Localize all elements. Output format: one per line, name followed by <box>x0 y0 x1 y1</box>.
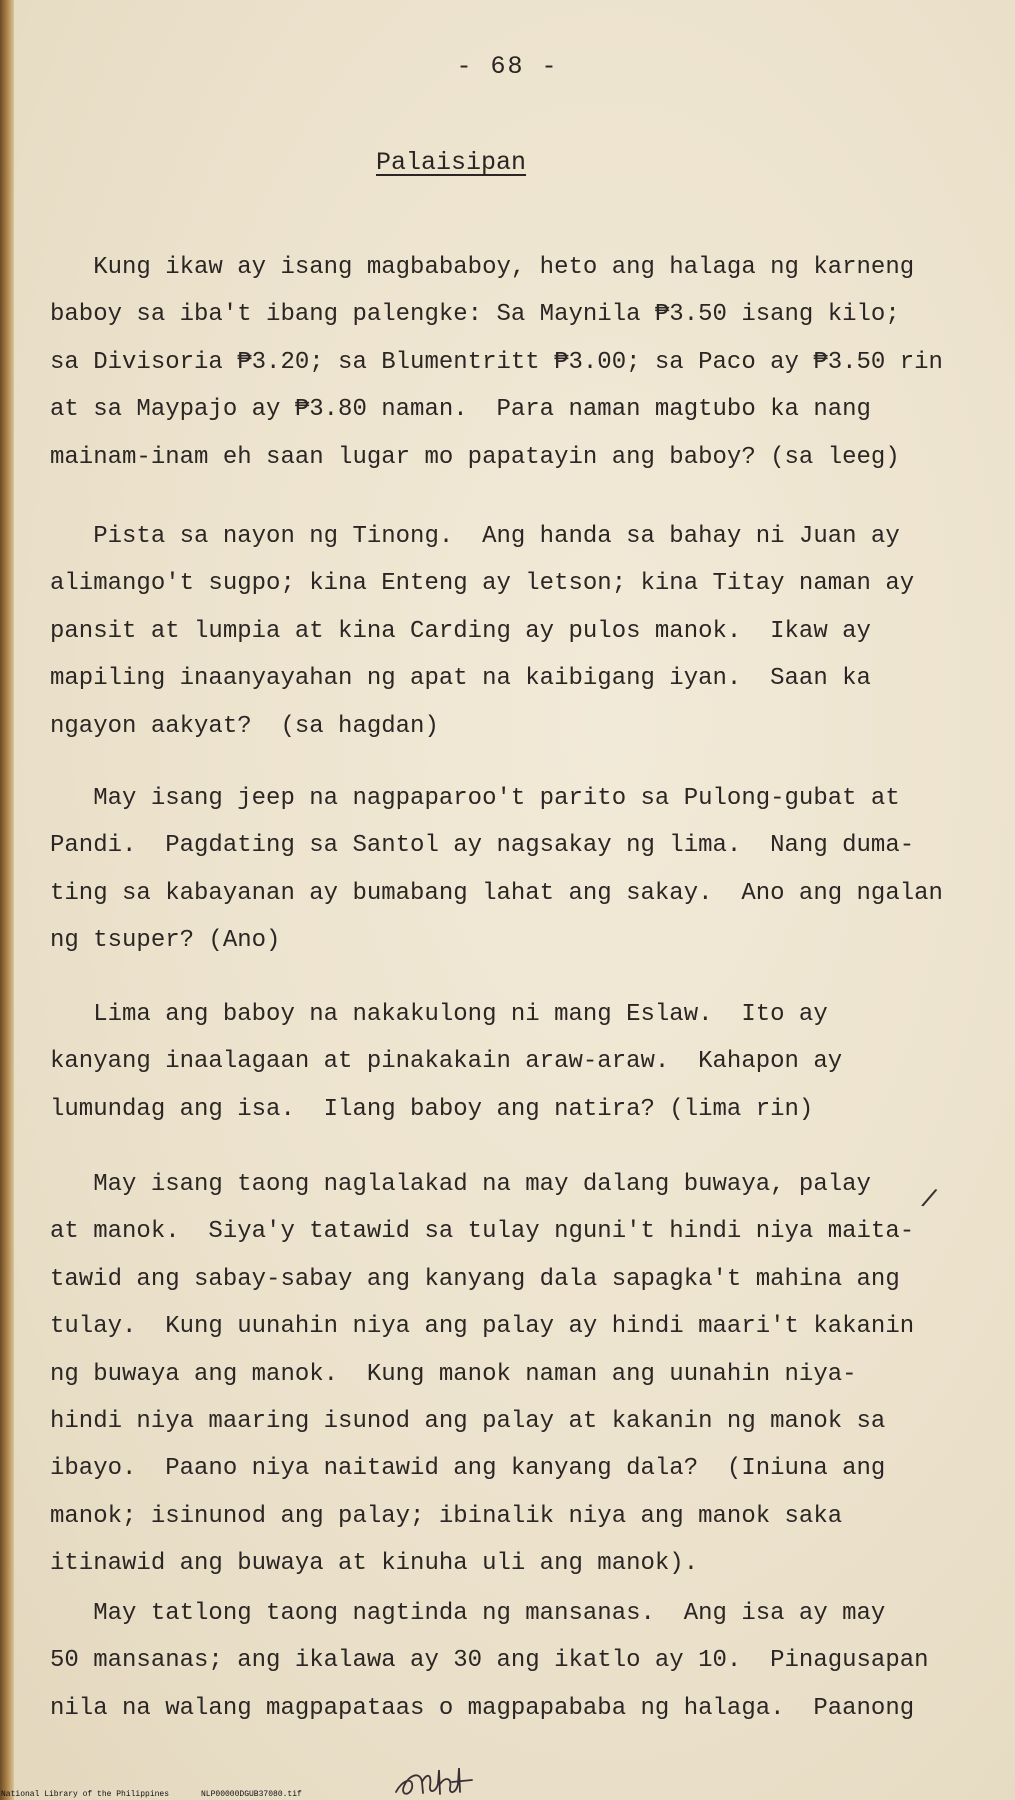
footer-library: National Library of the Philippines <box>1 1790 170 1799</box>
paragraph-fiesta: Pista sa nayon ng Tinong. Ang handa sa bahay ni Juan ay alimango't sugpo; kina Enteng ay letson; kina Titay naman ay pansit at lumpia at kina Carding ay pulos manok. Ikaw ay mapiling inaanyayahan ng apat na kaibigang iyan. Saan ka ngayon aakyat? (sa hagdan) <box>50 523 915 740</box>
paragraph-jeep: May isang jeep na nagpaparoo't parito sa Pulong-gubat at Pandi. Pagdating sa Santol ay nagsakay ng lima. Nang duma- ting sa kabayanan ay bumabang lahat ang sakay. Ano ang ngalan ng tsuper? (Ano) <box>50 785 943 955</box>
footer-file-id: NLP00000DGUB37080.tif <box>201 1790 302 1799</box>
paragraph-apples: May tatlong taong nagtinda ng mansanas. Ang isa ay may 50 mansanas; ang ikalawa ay 30 ang ikatlo ay 10. Pinagusapan nila na walang magpapataas o magpapababa ng halaga. Paanong <box>50 1600 929 1722</box>
scan-footer <box>0 1789 1015 1800</box>
margin-pen-mark: / <box>918 1183 940 1217</box>
paragraph-crossing: May isang taong naglalakad na may dalang buwaya, palay at manok. Siya'y tatawid sa tulay nguni't hindi niya maita- tawid ang sabay-sabay ang kanyang dala sapagka't mahina ang tulay. Kung uunahin niya ang palay ay hindi maari't kakanin ng buwaya ang manok. Kung manok naman ang uunahin niya- hindi niya maaring isunod ang palay at kakanin ng manok sa ibayo. Paano niya naitawid ang kanyang dala? (Iniuna ang manok; isinunod ang palay; ibinalik niya ang manok saka itinawid ang buwaya at kinuha uli ang manok). <box>50 1171 915 1578</box>
page-number: - 68 - <box>456 52 559 81</box>
paragraph-pig-price: Kung ikaw ay isang magbababoy, heto ang halaga ng karneng baboy sa iba't ibang palengke: Sa Maynila ₱3.50 isang kilo; sa Divisoria ₱3.20; sa Blumentritt ₱3.00; sa Paco ay ₱3.50 rin at sa Maypajo ay ₱3.80 naman. Para naman magtubo ka nang mainam-inam eh saan lugar mo papatayin ang baboy? (sa leeg) <box>50 254 943 471</box>
paragraph-pigs: Lima ang baboy na nakakulong ni mang Eslaw. Ito ay kanyang inaalagaan at pinakakain araw-araw. Kahapon ay lumundag ang isa. Ilang baboy ang natira? (lima rin) <box>50 1001 843 1123</box>
page-binding-edge <box>0 0 14 1800</box>
page-title: Palaisipan <box>376 148 527 177</box>
